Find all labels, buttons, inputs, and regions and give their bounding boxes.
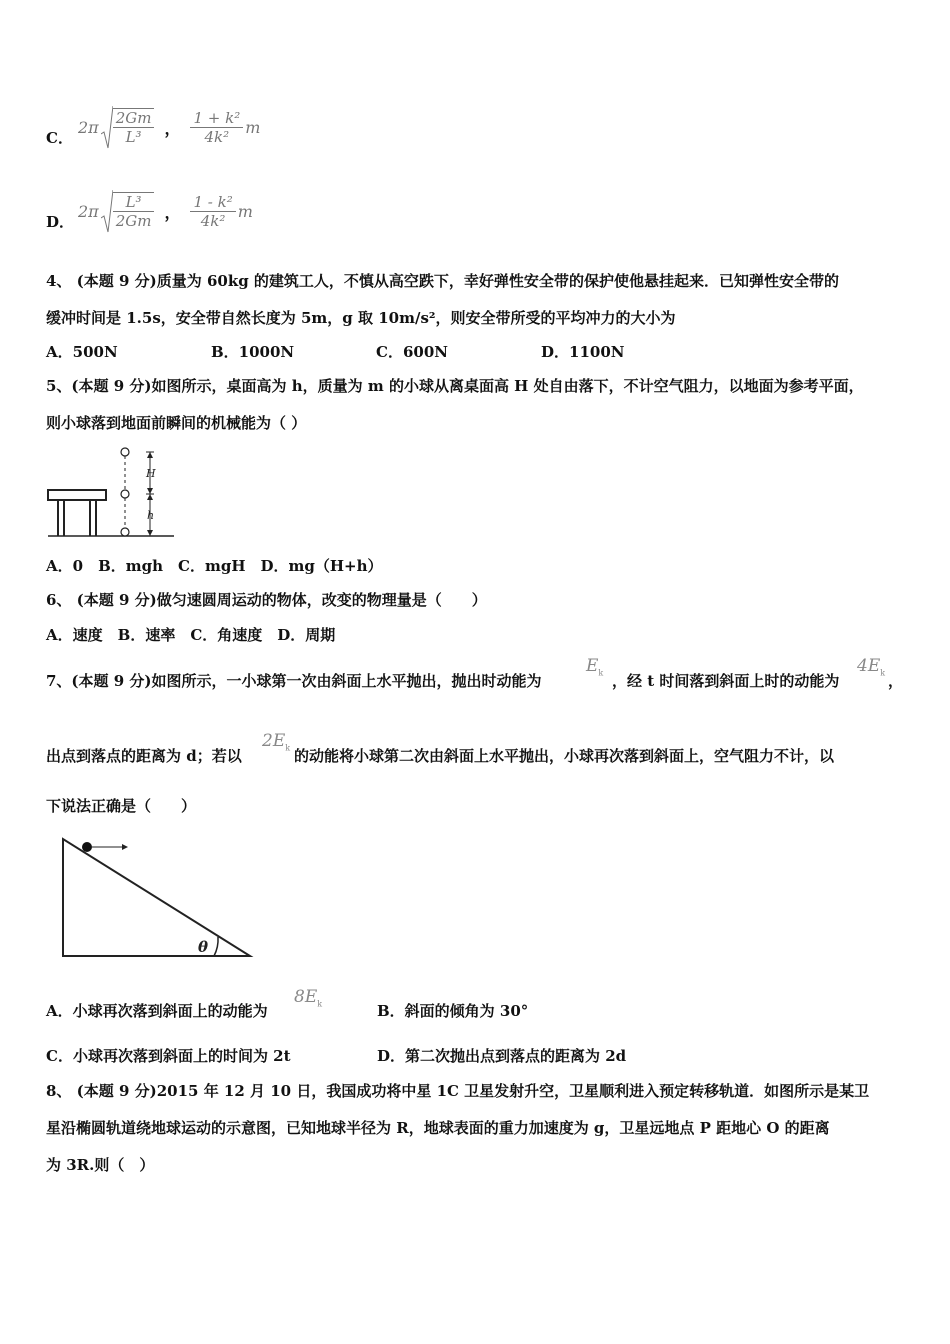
option-d-prefix: 2π	[78, 201, 99, 221]
q4-line-1: 4、 (本题 9 分)质量为 60kg 的建筑工人，不慎从高空跌下，幸好弹性安全带的保护使他悬挂起来．已知弹性安全带的	[46, 272, 839, 290]
option-c-suffix: m	[245, 117, 261, 137]
option-c-fraction	[190, 109, 243, 146]
q5-line-2: 则小球落到地面前瞬间的机械能为（ ）	[46, 414, 307, 432]
q7-line-1-part-a: 7、(本题 9 分)如图所示，一小球第一次由斜面上水平抛出，抛出时动能为	[46, 672, 542, 690]
option-d-fraction	[190, 193, 235, 230]
q7-option-d: D．第二次抛出点到落点的距离为 2d	[377, 1047, 627, 1065]
option-c-label: C．	[46, 129, 73, 147]
q7-ek-1: $E_k$	[586, 656, 604, 678]
option-c-frac-num: 1 + k²	[190, 109, 243, 128]
q7-ek-3: $2E_k$	[262, 731, 291, 753]
q6-line-1: 6、 (本题 9 分)做匀速圆周运动的物体，改变的物理量是（ ）	[46, 591, 487, 609]
q4-option-d: D．1100N	[541, 343, 625, 361]
option-c-prefix: 2π	[78, 117, 99, 137]
q8-line-2: 星沿椭圆轨道绕地球运动的示意图，已知地球半径为 R，地球表面的重力加速度为 g，卫星远地点 P 距地心 O 的距离	[46, 1119, 830, 1137]
q4-line-2: 缓冲时间是 1.5s，安全带自然长度为 5m，g 取 10m/s²，则安全带所受的平均冲力的大小为	[46, 309, 676, 327]
q8-line-3: 为 3R.则（ ）	[46, 1156, 155, 1174]
q6-options: A．速度 B．速率 C．角速度 D．周期	[46, 626, 336, 644]
option-d-sqrt-fraction	[113, 192, 155, 230]
option-d-frac-den: 4k²	[200, 211, 226, 230]
option-c-sqrt-num: 2Gm	[113, 109, 155, 128]
q7-line-2-part-b: 的动能将小球第二次由斜面上水平抛出，小球再次落到斜面上，空气阻力不计，以	[294, 747, 835, 765]
q7-line-3: 下说法正确是（ ）	[46, 797, 197, 815]
q7-line-2-part-a: 出点到落点的距离为 d；若以	[46, 747, 242, 765]
sqrt-symbol-icon	[101, 188, 113, 234]
option-d-separator: ，	[164, 202, 181, 222]
q7-option-c: C．小球再次落到斜面上的时间为 2t	[46, 1047, 291, 1065]
q7-incline-figure	[60, 836, 256, 960]
q4-option-c: C．600N	[376, 343, 448, 361]
sqrt-symbol-icon	[101, 104, 113, 150]
q5-fig-label-h: h	[147, 509, 155, 522]
option-d-formula	[78, 188, 253, 234]
option-d-frac-num: 1 - k²	[190, 193, 235, 212]
q7-option-a: A．小球再次落到斜面上的动能为	[46, 1002, 268, 1020]
q7-option-b: B．斜面的倾角为 30°	[377, 1002, 529, 1020]
option-c-formula	[78, 104, 260, 150]
q7-ek-4: $8E_k$	[294, 987, 323, 1009]
q7-line-1-part-c: ，	[888, 672, 904, 690]
option-c-sqrt-fraction	[113, 108, 155, 146]
q7-fig-theta: θ	[198, 938, 209, 956]
option-d-sqrt-den: 2Gm	[115, 212, 152, 230]
option-d-suffix: m	[237, 201, 253, 221]
q7-ek-2: $4E_k$	[857, 656, 886, 678]
option-d-label: D．	[46, 213, 75, 231]
q7-line-1-part-b: ，经 t 时间落到斜面上时的动能为	[612, 672, 840, 690]
q4-option-a: A．500N	[46, 343, 118, 361]
option-c-frac-den: 4k²	[204, 127, 230, 146]
q7-line-1	[46, 671, 542, 691]
q8-line-1: 8、 (本题 9 分)2015 年 12 月 10 日，我国成功将中星 1C 卫星发射升空，卫星顺利进入预定转移轨道．如图所示是某卫	[46, 1082, 870, 1100]
q5-options: A．0 B．mgh C．mgH D．mg（H+h）	[46, 557, 383, 575]
q5-fig-label-H: H	[146, 467, 156, 480]
q5-line-1: 5、(本题 9 分)如图所示，桌面高为 h，质量为 m 的小球从离桌面高 H 处自由落下，不计空气阻力，以地面为参考平面，	[46, 377, 864, 395]
q5-table-ball-figure	[46, 446, 176, 542]
option-c-sqrt-den: L³	[125, 128, 142, 146]
option-c-separator: ，	[164, 118, 181, 138]
option-d-sqrt-num: L³	[113, 193, 155, 212]
q4-option-b: B．1000N	[211, 343, 295, 361]
